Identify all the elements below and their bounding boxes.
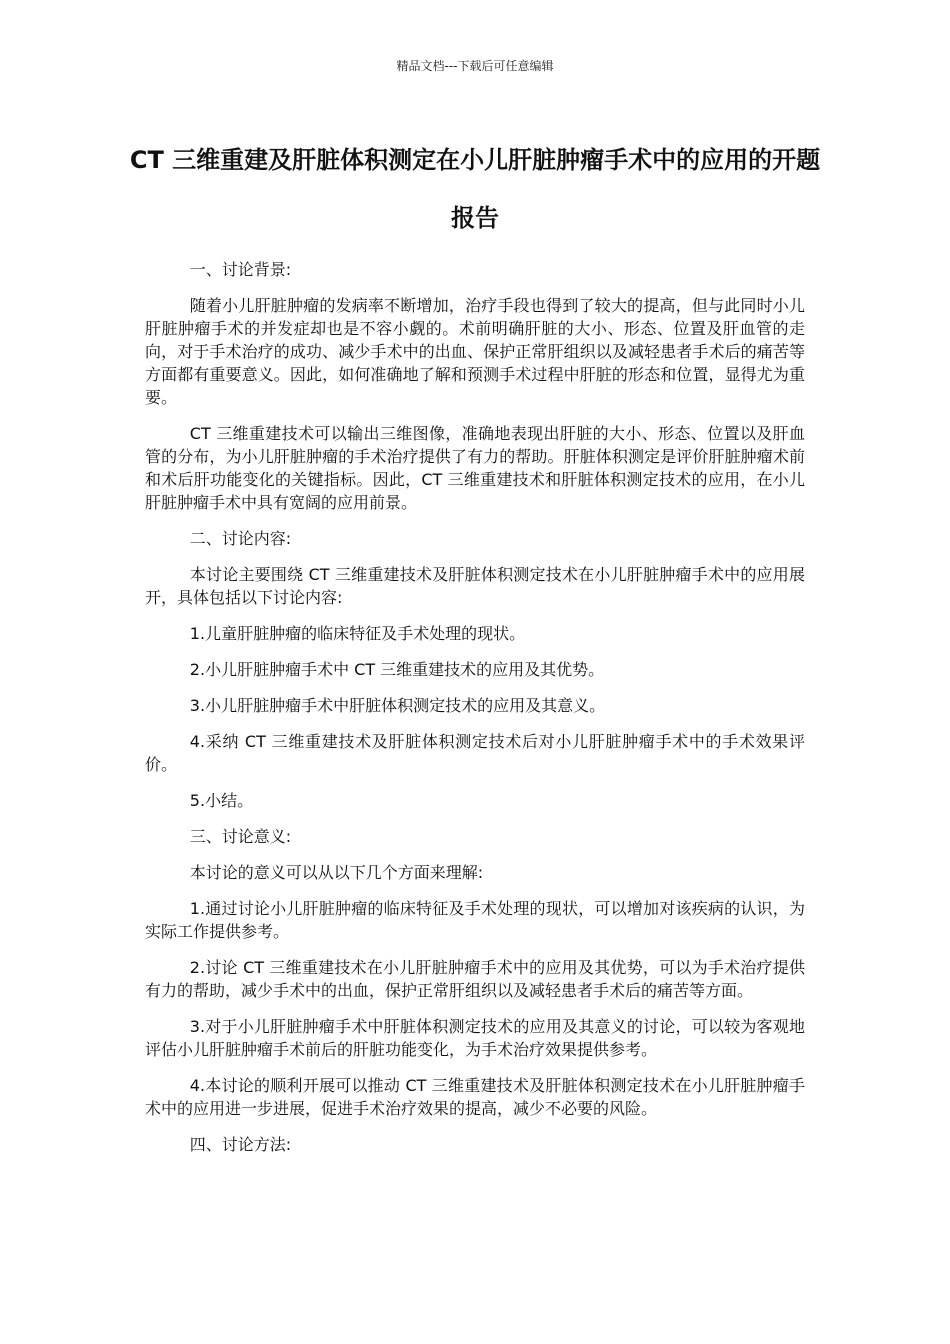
list-item: 1.儿童肝脏肿瘤的临床特征及手术处理的现状。 (189, 624, 526, 643)
section-heading: 三、讨论意义: (189, 827, 292, 846)
document-body (145, 258, 805, 1169)
section-heading: 四、讨论方法: (189, 1135, 292, 1154)
document-title: CT 三维重建及肝脏体积测定在小儿肝脏肿瘤手术中的应用的开题报告 (129, 146, 821, 232)
section-heading: 二、讨论内容: (189, 529, 292, 548)
paragraph: 本讨论的意义可以从以下几个方面来理解: (189, 863, 484, 882)
paragraph: 随着小儿肝脏肿瘤的发病率不断增加，治疗手段也得到了较大的提高，但与此同时小儿肝脏肿瘤手术的并发症却也是不容小觑的。术前明确肝脏的大小、形态、位置及肝血管的走向，对于手术治疗的成功、减少手术中的出血、保护正常肝组织以及减轻患者手术后的痛苦等方面都有重要意义。因此，如何准确地了解和预测手术过程中肝脏的形态和位置，显得尤为重要。 (145, 296, 805, 407)
list-item: 5.小结。 (189, 791, 254, 810)
list-item: 1.通过讨论小儿肝脏肿瘤的临床特征及手术处理的现状，可以增加对该疾病的认识，为实际工作提供参考。 (145, 899, 805, 941)
list-item: 2.小儿肝脏肿瘤手术中 CT 三维重建技术的应用及其优势。 (189, 660, 605, 679)
section-background (145, 258, 805, 514)
section-methods (145, 1133, 805, 1156)
paragraph: CT 三维重建技术可以输出三维图像，准确地表现出肝脏的大小、形态、位置以及肝血管的分布，为小儿肝脏肿瘤的手术治疗提供了有力的帮助。肝脏体积测定是评价肝脏肿瘤术前和术后肝功能变化的关键指标。因此，CT 三维重建技术和肝脏体积测定技术的应用，在小儿肝脏肿瘤手术中具有宽阔的应用前景。 (145, 424, 805, 512)
list-item: 4.采纳 CT 三维重建技术及肝脏体积测定技术后对小儿肝脏肿瘤手术中的手术效果评价。 (145, 732, 805, 774)
paragraph: 本讨论主要围绕 CT 三维重建技术及肝脏体积测定技术在小儿肝脏肿瘤手术中的应用展开，具体包括以下讨论内容: (145, 565, 805, 607)
list-item: 2.讨论 CT 三维重建技术在小儿肝脏肿瘤手术中的应用及其优势，可以为手术治疗提供有力的帮助，减少手术中的出血，保护正常肝组织以及减轻患者手术后的痛苦等方面。 (145, 958, 805, 1000)
list-item: 3.小儿肝脏肿瘤手术中肝脏体积测定技术的应用及其意义。 (189, 696, 606, 715)
section-content (145, 527, 805, 812)
section-heading: 一、讨论背景: (189, 260, 292, 279)
section-significance (145, 825, 805, 1120)
list-item: 3.对于小儿肝脏肿瘤手术中肝脏体积测定技术的应用及其意义的讨论，可以较为客观地评估小儿肝脏肿瘤手术前后的肝脏功能变化，为手术治疗效果提供参考。 (145, 1017, 805, 1059)
list-item: 4.本讨论的顺利开展可以推动 CT 三维重建技术及肝脏体积测定技术在小儿肝脏肿瘤手术中的应用进一步进展，促进手术治疗效果的提高，减少不必要的风险。 (145, 1076, 805, 1118)
header-note: 精品文档---下载后可任意编辑 (396, 59, 554, 73)
